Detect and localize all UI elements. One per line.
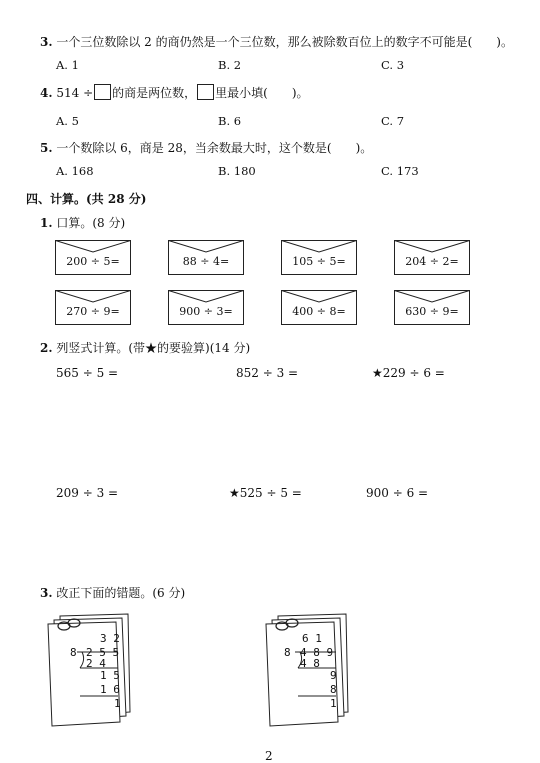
option-c: C. 173 (381, 164, 419, 178)
calc-item: 900 ÷ 6 = (366, 486, 429, 500)
option-a: A. 1 (56, 58, 79, 72)
remainder: 1 (330, 697, 337, 710)
question-text: 一个三位数除以 2 的商仍然是一个三位数，那么被除数百位上的数字不可能是( )。 (56, 35, 513, 49)
oral-calc-card (281, 240, 357, 274)
quotient: 3 2 (100, 632, 120, 645)
oral-calc-card (168, 240, 244, 274)
oral-calc-card (55, 290, 131, 324)
oral-calc-expression: 900 ÷ 3= (179, 305, 233, 318)
calc-item: ★229 ÷ 6 = (372, 366, 445, 380)
question-number: 3. (40, 35, 53, 49)
question-number: 4. (40, 86, 53, 100)
oral-calc-expression: 270 ÷ 9= (66, 305, 120, 318)
subsection-title: 列竖式计算。(带★的要验算)(14 分) (56, 341, 251, 355)
question-3 (40, 33, 513, 50)
section-title: 四、计算。(共 28 分) (26, 192, 147, 206)
option-a: A. 168 (56, 164, 94, 178)
oral-calc-expression: 105 ÷ 5= (292, 255, 346, 268)
oral-calc-expression: 88 ÷ 4= (182, 255, 230, 268)
option-b: B. 2 (218, 58, 242, 72)
dividend: 2 5 5 (86, 646, 120, 659)
divisor: 8 (70, 646, 77, 659)
notebook-left (46, 612, 126, 730)
oral-calc-card (394, 240, 470, 274)
oral-calc-card (55, 240, 131, 274)
quotient: 6 1 (302, 632, 322, 645)
step-2: 9 (330, 669, 337, 682)
step-3: 1 6 (100, 683, 120, 696)
step-2: 1 5 (100, 669, 120, 682)
step-1: 2 4 (86, 657, 106, 670)
subsection-number: 3. (40, 586, 53, 600)
option-c: C. 3 (381, 58, 405, 72)
subsection-title: 改正下面的错题。(6 分) (56, 586, 186, 600)
question-text: 一个数除以 6，商是 28，当余数最大时，这个数是( )。 (56, 141, 373, 155)
oral-calc-card (168, 290, 244, 324)
subsection-oral (40, 214, 125, 231)
blank-box (197, 84, 214, 100)
question-4 (40, 84, 309, 101)
option-a: A. 5 (56, 114, 79, 128)
blank-box (94, 84, 111, 100)
oral-calc-expression: 204 ÷ 2= (405, 255, 459, 268)
question-5 (40, 139, 372, 156)
remainder: 1 (114, 697, 121, 710)
calc-item: 565 ÷ 5 = (56, 366, 119, 380)
notebook-right (264, 612, 344, 730)
oral-calc-expression: 400 ÷ 8= (292, 305, 346, 318)
calc-item: ★525 ÷ 5 = (229, 486, 302, 500)
notebook-icon (264, 612, 350, 732)
calc-item: 852 ÷ 3 = (236, 366, 299, 380)
question-text-post: 里最小填( )。 (215, 86, 309, 100)
step-1: 4 8 (300, 657, 320, 670)
subsection-number: 2. (40, 341, 53, 355)
question-text-mid: 的商是两位数， (112, 86, 197, 100)
oral-calc-expression: 630 ÷ 9= (405, 305, 459, 318)
option-c: C. 7 (381, 114, 405, 128)
subsection-vertical (40, 339, 250, 356)
divisor: 8 (284, 646, 291, 659)
step-3: 8 (330, 683, 337, 696)
question-number: 5. (40, 141, 53, 155)
subsection-correct (40, 584, 185, 601)
oral-calc-expression: 200 ÷ 5= (66, 255, 120, 268)
question-text-pre: 514 ÷ (56, 86, 94, 100)
dividend: 4 8 9 (300, 646, 334, 659)
option-b: B. 6 (218, 114, 242, 128)
subsection-title: 口算。(8 分) (56, 216, 126, 230)
subsection-number: 1. (40, 216, 53, 230)
page-number: 2 (265, 749, 273, 763)
calc-item: 209 ÷ 3 = (56, 486, 119, 500)
option-b: B. 180 (218, 164, 256, 178)
oral-calc-card (281, 290, 357, 324)
oral-calc-card (394, 290, 470, 324)
